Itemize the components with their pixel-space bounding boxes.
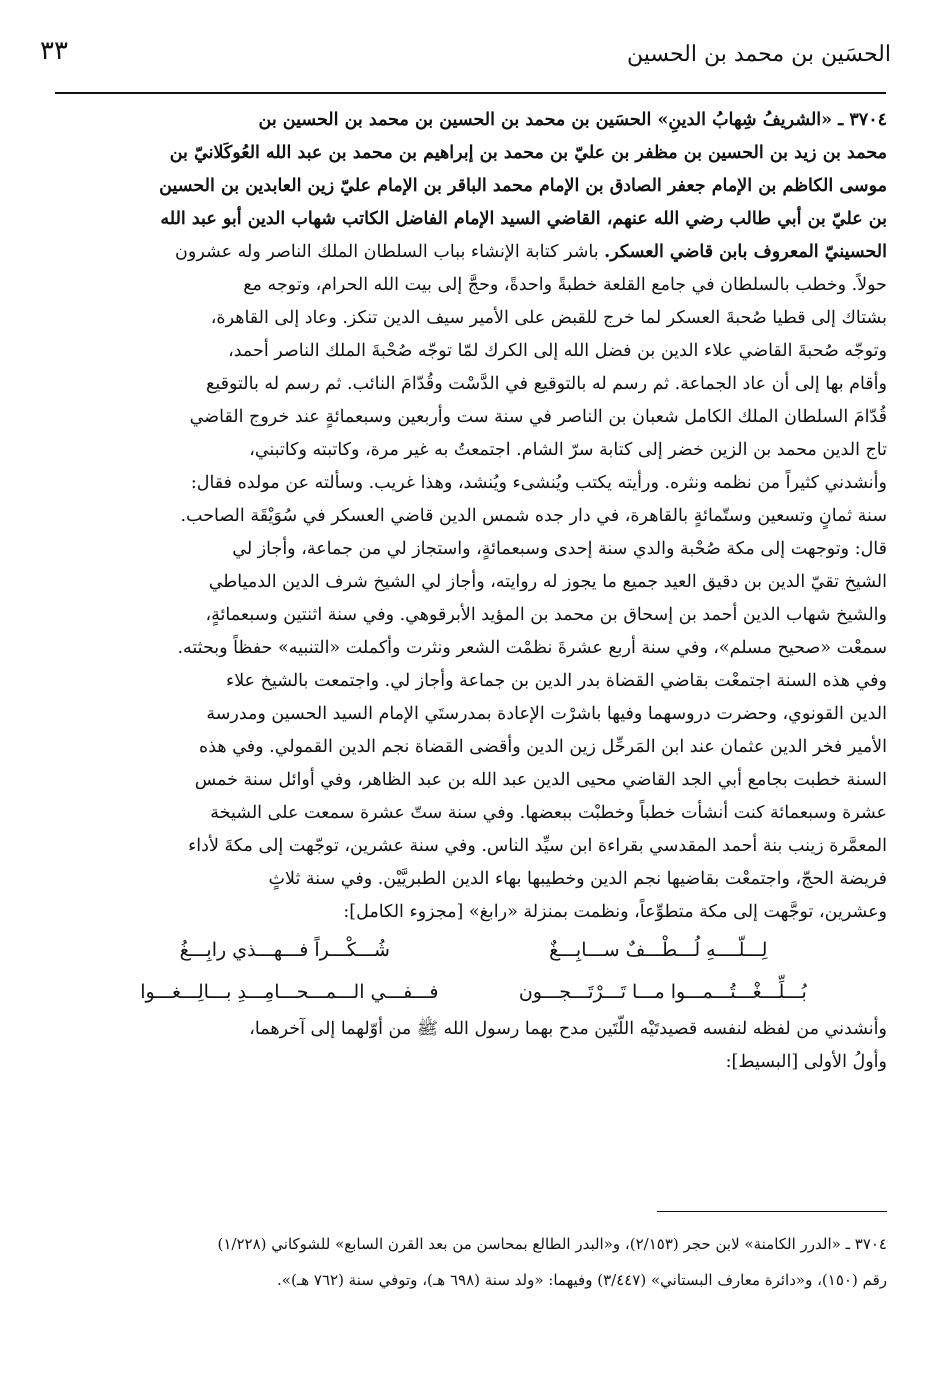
- text-line: وفي هذه السنة اجتمعْت بقاضي القضاة بدر الدين بن جماعة وأجاز لي. واجتمعت بالشيخ علاء: [225, 671, 887, 691]
- text-line: سنة ثمانٍ وتسعين وستّمائةٍ بالقاهرة، في دار جده شمس الدين قاضي العسكر في سُوَيْقَة الصاحب.: [180, 506, 887, 526]
- footnote-line: رقم (١٥٠)، و«دائرة معارف البستاني» (٣/٤٤٧) وفيهما: «ولد سنة (٦٩٨ هـ)، وتوفي سنة (٧٦٢ هـ)».: [277, 1271, 887, 1289]
- page-header: [40, 32, 891, 82]
- text-line: المعمَّرة زينب بنة أحمد المقدسي بقراءة ابن سيِّد الناس. وفي سنة عشرين، توجّهت إلى مكةَ لأداء: [188, 836, 887, 856]
- text-line: قُدّامَ السلطان الملك الكامل شعبان بن الناصر في سنة ست وأربعين وسبعمائةٍ عند خروج القاضي: [189, 407, 887, 427]
- text-line: الأمير فخر الدين عثمان عند ابن المَرحِّل زين الدين وأقضى القضاة نجم الدين القمولي. وفي هذه: [199, 737, 887, 757]
- verse-hemistich-second: شُـــكْـــراً فـــهـــذي رابِـــغُ: [179, 939, 390, 961]
- text-line: الشيخ تقيّ الدين بن دقيق العيد جميع ما يجوز له روايته، وأجاز لي الشيخ شرف الدين الدمياطي: [208, 572, 887, 592]
- text-line: حولاً. وخطب بالسلطان في جامع القلعة خطبةً واحدةً، وحجَّ إلى بيت الله الحرام، وتوجه مع: [243, 275, 887, 295]
- footnote-rule: [657, 1211, 887, 1212]
- entry-heading-line: محمد بن زيد بن الحسين بن مظفر بن عليّ بن محمد بن إبراهيم بن محمد بن عبد الله العُوكَلانيّ بن: [169, 143, 887, 163]
- text-line: عشرة وسبعمائة كنت أنشأت خطباً وخطبْت ببعضها. وفي سنة ستّ عشرة سمعت على الشيخة: [210, 803, 887, 823]
- text-line: فريضة الحجّ، واجتمعْت بقاضيها نجم الدين وخطيبها بهاء الدين الطبريَّيْن. وفي سنة ثلاثٍ: [268, 869, 887, 889]
- verse-hemistich-first: لِـــلّــــهِ لُـــطْـــفٌ ســـابِـــغٌ: [549, 939, 768, 961]
- running-head: الحسَين بن محمد بن الحسين: [626, 42, 891, 67]
- text-line: تاج الدين محمد بن الزين خضر إلى كتابة سرّ الشام. اجتمعتُ به غير مرة، وكاتبته وكاتبني،: [249, 440, 887, 460]
- entry-heading-line: موسى الكاظم بن الإمام جعفر الصادق بن الإمام محمد الباقر بن الإمام عليّ زين العابدين بن الحسين: [159, 176, 887, 196]
- header-rule: [55, 92, 886, 94]
- text-line: قال: وتوجهت إلى مكة صُحْبة والدي سنة إحدى وسبعمائةٍ، واستجاز لي من جماعة، وأجاز لي: [232, 539, 887, 559]
- text-line: سمعْت «صحيح مسلم»، وفي سنة أربع عشرةَ نظمْت الشعر ونثرت وأكملت «التنبيه» حفظاً وبحثته.: [177, 638, 887, 658]
- text-line: وعشرين، توجَّهت إلى مكة متطوِّعاً، ونظمت بمنزلة «رابغ» [مجزوء الكامل]:: [343, 902, 887, 922]
- text-line: وتوجّه صُحبةَ القاضي علاء الدين بن فضل الله إلى الكرك لمّا توجّه صُحْبةَ الملك الناصر أحمد،: [228, 341, 887, 361]
- entry-heading-tail: الحسينيّ المعروف بابن قاضي العسكر.: [604, 242, 887, 262]
- entry-text-start: باشر كتابة الإنشاء بباب السلطان الملك الناصر وله عشرون: [175, 242, 605, 262]
- footnotes: [60, 1226, 887, 1298]
- text-line: السنة خطبت بجامع أبي الجد القاضي محيى الدين عبد الله بن عبد الظاهر، وفي أوائل سنة خمس: [194, 770, 887, 790]
- text-line: وأنشدني من لفظه لنفسه قصيدتَيْه اللّتَين مدح بهما رسول الله ﷺ من أوّلهما إلى آخرهما،: [249, 1019, 887, 1039]
- entry-heading-line: بن عليّ بن أبي طالب رضي الله عنهم، القاضي السيد الإمام الفاضل الكاتب شهاب الدين أبو عبد الله: [160, 209, 887, 229]
- entry-body: [60, 104, 887, 1079]
- entry-heading-line: ٣٧٠٤ ـ «الشريفُ شِهابُ الدينِ» الحسَين بن محمد بن الحسين بن محمد بن الحسين بن: [258, 110, 887, 130]
- text-line: وأقام بها إلى أن عاد الجماعة. ثم رسم له بالتوقيع في الدَّسْت وقُدّامَ النائب. ثم رسم له بالتوقيع: [206, 374, 887, 394]
- entry-mixed-line: [60, 236, 887, 269]
- footnote-line: ٣٧٠٤ ـ «الدرر الكامنة» لابن حجر (٢/١٥٣)، و«البدر الطالع بمحاسن من بعد القرن السابع» للشوكاني (١/٢٢٨): [217, 1235, 887, 1253]
- text-line: الدين القونوي، وحضرت دروسهما وفيها باشرْت الإعادة بمدرستَي الإمام السيد الحسين ومدرسة: [206, 704, 887, 724]
- verse-line: [60, 971, 887, 1013]
- text-line: بشتاك إلى قطيا صُحبةَ العسكر لما خرج للقبض على الأمير سيف الدين تنكز. وعاد إلى القاهرة،: [210, 308, 887, 328]
- verse-hemistich-second: فـــفـــي الـــمـــحـــامِـــدِ بـــالِـــغـــوا: [140, 981, 439, 1003]
- verse-hemistich-first: بُـــلِّـــغْـــتُـــمـــوا مـــا تَـــرْتَـــجـــون: [518, 981, 807, 1003]
- text-line: وأولُ الأولى [البسيط]:: [725, 1052, 887, 1072]
- verse-line: [60, 929, 887, 971]
- text-line: وأنشدني كثيراً من نظمه ونثره. ورأيته يكتب ويُنشىء ويُنشد، وهذا غريب. وسألته عن مولده فقال:: [190, 473, 887, 493]
- page-number: ٣٣: [40, 36, 68, 66]
- text-line: والشيخ شهاب الدين أحمد بن إسحاق بن محمد بن المؤيد الأبرقوهي. وفي سنة اثنتين وسبعمائةٍ،: [205, 605, 887, 625]
